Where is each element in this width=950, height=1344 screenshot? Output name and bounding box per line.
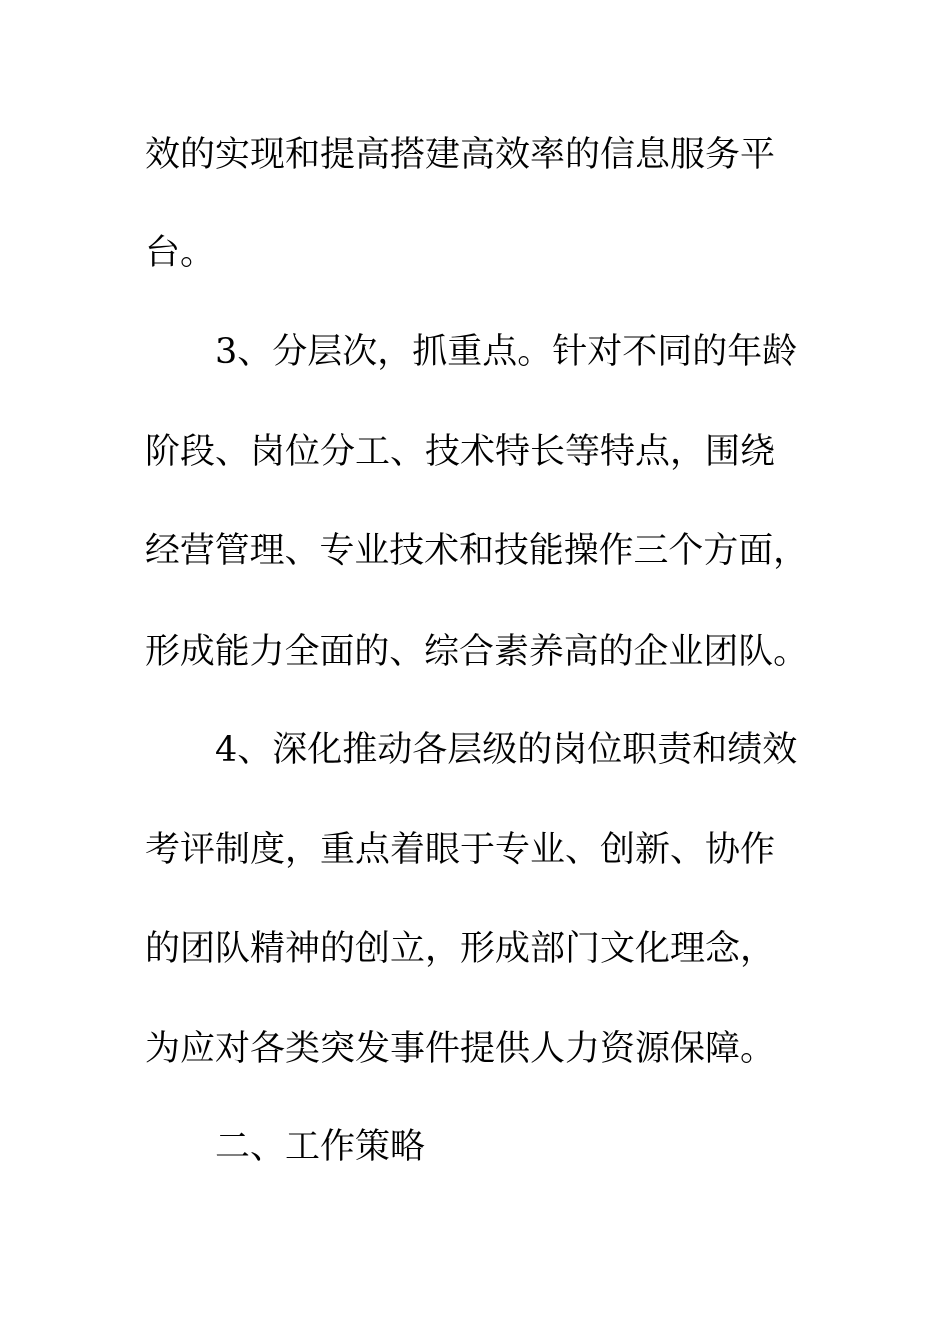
paragraph-line-10: 为应对各类突发事件提供人力资源保障。 bbox=[145, 1029, 776, 1069]
paragraph-line-3: 3、分层次，抓重点。针对不同的年龄 bbox=[215, 332, 798, 372]
paragraph-line-2: 台。 bbox=[145, 233, 216, 273]
paragraph-line-1: 效的实现和提高搭建高效率的信息服务平 bbox=[145, 135, 776, 175]
paragraph-line-5: 经营管理、专业技术和技能操作三个方面， bbox=[145, 531, 809, 571]
paragraph-line-7: 4、深化推动各层级的岗位职责和绩效 bbox=[215, 730, 798, 770]
paragraph-line-4: 阶段、岗位分工、技术特长等特点，围绕 bbox=[145, 432, 776, 472]
paragraph-line-6: 形成能力全面的、综合素养高的企业团队。 bbox=[145, 632, 809, 672]
paragraph-line-9: 的团队精神的创立，形成部门文化理念， bbox=[145, 929, 776, 969]
paragraph-line-8: 考评制度，重点着眼于专业、创新、协作 bbox=[145, 830, 776, 870]
section-heading: 二、工作策略 bbox=[215, 1127, 426, 1167]
